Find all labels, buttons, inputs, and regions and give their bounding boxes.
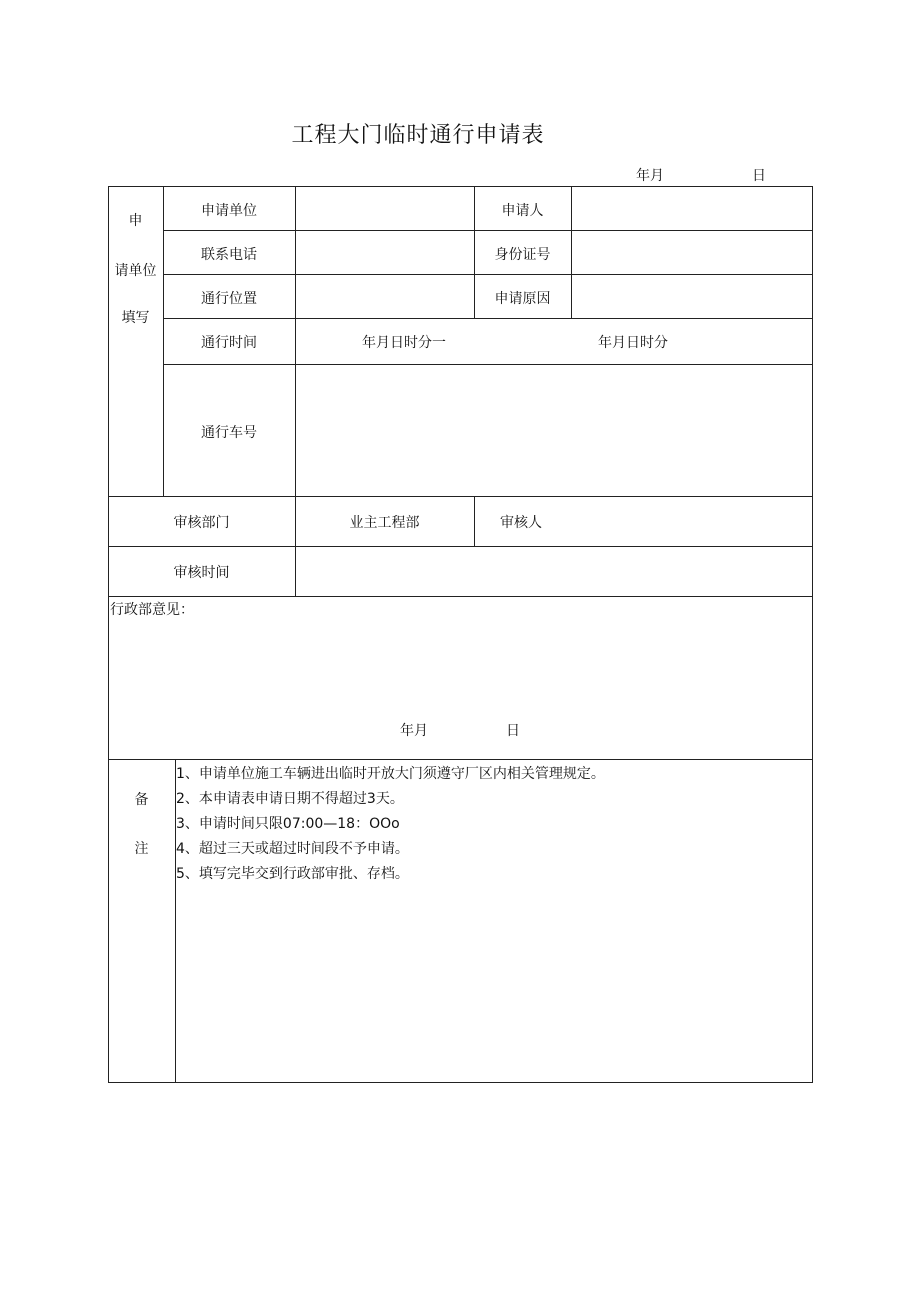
row-divider bbox=[108, 596, 813, 597]
remark-item: 5、填写完毕交到行政部审批、存档。 bbox=[176, 866, 409, 882]
applicant-field[interactable] bbox=[580, 200, 800, 220]
pass-time-label: 通行时间 bbox=[201, 335, 257, 351]
row-divider bbox=[108, 759, 813, 760]
admin-opinion-label: 行政部意见： bbox=[110, 602, 194, 618]
location-label: 通行位置 bbox=[201, 291, 257, 307]
applicant-section-label-3: 填写 bbox=[121, 310, 150, 326]
reviewer-label: 审核人 bbox=[500, 515, 542, 531]
remark-item: 2、本申请表申请日期不得超过3天。 bbox=[176, 791, 404, 807]
applicant-section-label-1: 申 bbox=[128, 213, 143, 229]
applicant-section-label-2: 请单位 bbox=[114, 263, 157, 279]
row-divider bbox=[108, 496, 813, 497]
phone-field[interactable] bbox=[304, 244, 464, 264]
remark-item: 4、超过三天或超过时间段不予申请。 bbox=[176, 841, 409, 857]
apply-unit-label: 申请单位 bbox=[201, 203, 257, 219]
id-number-field[interactable] bbox=[580, 244, 800, 264]
row-divider bbox=[163, 318, 813, 319]
row-divider bbox=[163, 274, 813, 275]
vehicle-label: 通行车号 bbox=[201, 425, 257, 441]
table-border bbox=[108, 1082, 813, 1083]
column-divider bbox=[571, 186, 572, 318]
table-border bbox=[812, 186, 813, 1083]
column-divider bbox=[474, 496, 475, 546]
remarks-label-1: 备 bbox=[134, 792, 149, 808]
reason-label: 申请原因 bbox=[494, 291, 551, 307]
application-form-table bbox=[108, 186, 813, 1083]
apply-unit-field[interactable] bbox=[304, 200, 464, 220]
vehicle-field[interactable] bbox=[304, 376, 804, 486]
applicant-label: 申请人 bbox=[501, 203, 544, 219]
pass-time-from[interactable]: 年月日时分一 bbox=[362, 335, 446, 351]
admin-opinion-date-year-month: 年月 bbox=[400, 723, 428, 739]
review-time-field[interactable] bbox=[304, 562, 804, 582]
row-divider bbox=[108, 546, 813, 547]
pass-time-to[interactable]: 年月日时分 bbox=[598, 335, 668, 351]
admin-opinion-date-day: 日 bbox=[506, 723, 520, 739]
review-dept-label: 审核部门 bbox=[173, 515, 230, 531]
review-time-label: 审核时间 bbox=[173, 565, 230, 581]
row-divider bbox=[163, 230, 813, 231]
column-divider bbox=[295, 186, 296, 596]
row-divider bbox=[163, 364, 813, 365]
remark-item: 3、申请时间只限07:00—18：OOo bbox=[176, 816, 400, 832]
remark-item: 1、申请单位施工车辆进出临时开放大门须遵守厂区内相关管理规定。 bbox=[176, 766, 605, 782]
table-border bbox=[108, 186, 813, 187]
location-field[interactable] bbox=[304, 288, 464, 308]
header-date-year-month: 年月 bbox=[636, 168, 664, 184]
phone-label: 联系电话 bbox=[201, 247, 257, 263]
remarks-label-2: 注 bbox=[134, 841, 149, 857]
id-number-label: 身份证号 bbox=[494, 247, 551, 263]
form-title: 工程大门临时通行申请表 bbox=[291, 123, 545, 148]
remarks-list bbox=[176, 762, 605, 887]
header-date-day: 日 bbox=[752, 168, 766, 184]
review-dept-value: 业主工程部 bbox=[349, 515, 420, 531]
reason-field[interactable] bbox=[580, 288, 800, 308]
